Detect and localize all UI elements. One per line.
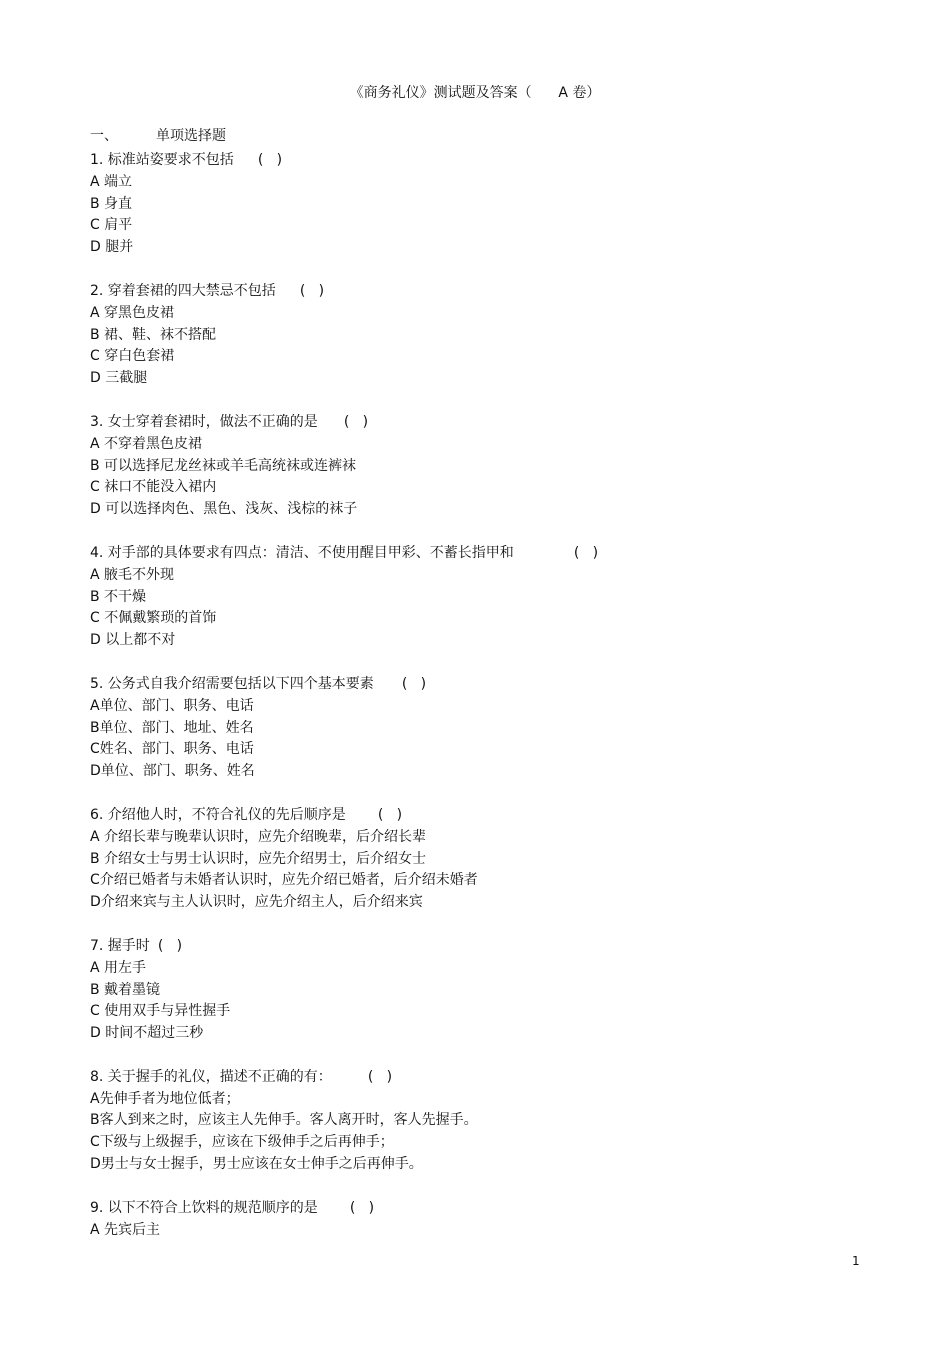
- question-item: [90, 674, 890, 783]
- answer-blank: ( ): [377, 806, 403, 823]
- answer-option: A 介绍长辈与晚辈认识时，应先介绍晚辈，后介绍长辈: [90, 828, 427, 845]
- question-text: 8. 关于握手的礼仪，描述不正确的有：: [90, 1068, 332, 1085]
- answer-blank: ( ): [157, 937, 183, 954]
- answer-option: A 腋毛不外现: [90, 566, 175, 583]
- answer-option: D男士与女士握手，男士应该在女士伸手之后再伸手。: [90, 1156, 423, 1173]
- question-text: 5. 公务式自我介绍需要包括以下四个基本要素: [90, 675, 374, 692]
- answer-option: A 不穿着黑色皮裙: [90, 435, 203, 452]
- answer-option: B 裙、鞋、袜不搭配: [90, 326, 217, 343]
- question-item: [90, 543, 890, 652]
- question-text: 3. 女士穿着套裙时，做法不正确的是: [90, 413, 318, 430]
- answer-option: B 介绍女士与男士认识时，应先介绍男士，后介绍女士: [90, 850, 427, 867]
- question-stem: [90, 150, 890, 172]
- answer-option: A单位、部门、职务、电话: [90, 697, 254, 714]
- answer-option: A 用左手: [90, 959, 147, 976]
- document-title: 《商务礼仪》测试题及答案（ A 卷）: [349, 85, 601, 101]
- question-item: [90, 1067, 890, 1176]
- question-item: [90, 281, 890, 390]
- answer-blank: ( ): [299, 282, 325, 299]
- answer-option: A 穿黑色皮裙: [90, 304, 175, 321]
- answer-blank: ( ): [343, 413, 369, 430]
- answer-option: C 穿白色套裙: [90, 348, 175, 365]
- answer-option: D 可以选择肉色、黑色、浅灰、浅棕的袜子: [90, 501, 358, 518]
- answer-option: C 不佩戴繁琐的首饰: [90, 610, 217, 627]
- answer-option: B 身直: [90, 195, 133, 212]
- answer-option: A先伸手者为地位低者；: [90, 1090, 240, 1107]
- question-stem: [90, 805, 890, 827]
- question-stem: [90, 674, 890, 696]
- section-label: 单项选择题: [156, 128, 226, 144]
- answer-option: D 时间不超过三秒: [90, 1025, 204, 1042]
- answer-option: A 先宾后主: [90, 1221, 161, 1238]
- question-stem: [90, 936, 890, 958]
- answer-option: D 三截腿: [90, 370, 148, 387]
- answer-option: D 腿并: [90, 239, 134, 256]
- question-item: [90, 936, 890, 1045]
- question-stem: [90, 543, 890, 565]
- question-text: 1. 标准站姿要求不包括: [90, 152, 234, 168]
- answer-option: C 袜口不能没入裙内: [90, 479, 217, 496]
- answer-option: B单位、部门、地址、姓名: [90, 719, 254, 736]
- question-text: 4. 对手部的具体要求有四点：清洁、不使用醒目甲彩、不蓄长指甲和: [90, 544, 514, 561]
- answer-option: B 戴着墨镜: [90, 981, 161, 998]
- answer-option: D 以上都不对: [90, 632, 176, 649]
- question-item: [90, 805, 890, 914]
- question-item: [90, 1198, 890, 1242]
- answer-blank: ( ): [349, 1199, 375, 1216]
- answer-blank: ( ): [401, 675, 427, 692]
- section-heading: [90, 126, 226, 146]
- answer-option: C下级与上级握手，应该在下级伸手之后再伸手；: [90, 1134, 394, 1151]
- question-list: [90, 150, 890, 1263]
- answer-option: C姓名、部门、职务、电话: [90, 741, 254, 758]
- question-stem: [90, 1067, 890, 1089]
- section-number: 一、: [90, 128, 118, 144]
- question-stem: [90, 412, 890, 434]
- answer-option: C介绍已婚者与未婚者认识时，应先介绍已婚者，后介绍未婚者: [90, 872, 478, 889]
- question-text: 6. 介绍他人时，不符合礼仪的先后顺序是: [90, 806, 346, 823]
- answer-option: C 使用双手与异性握手: [90, 1003, 231, 1020]
- answer-blank: ( ): [367, 1068, 393, 1085]
- question-text: 9. 以下不符合上饮料的规范顺序的是: [90, 1199, 318, 1216]
- question-item: [90, 150, 890, 259]
- answer-option: B客人到来之时，应该主人先伸手。客人离开时，客人先握手。: [90, 1112, 478, 1129]
- page-number: 1: [852, 1254, 860, 1268]
- answer-option: D单位、部门、职务、姓名: [90, 763, 255, 780]
- question-text: 2. 穿着套裙的四大禁忌不包括: [90, 282, 276, 299]
- answer-option: B 不干燥: [90, 588, 147, 605]
- question-stem: [90, 281, 890, 303]
- question-text: 7. 握手时: [90, 937, 150, 954]
- answer-blank: ( ): [257, 152, 283, 168]
- answer-option: A 端立: [90, 173, 133, 190]
- answer-option: B 可以选择尼龙丝袜或羊毛高统袜或连裤袜: [90, 457, 357, 474]
- question-stem: [90, 1198, 890, 1220]
- answer-option: C 肩平: [90, 217, 133, 234]
- answer-option: D介绍来宾与主人认识时，应先介绍主人，后介绍来宾: [90, 894, 423, 911]
- question-item: [90, 412, 890, 521]
- answer-blank: ( ): [573, 544, 599, 561]
